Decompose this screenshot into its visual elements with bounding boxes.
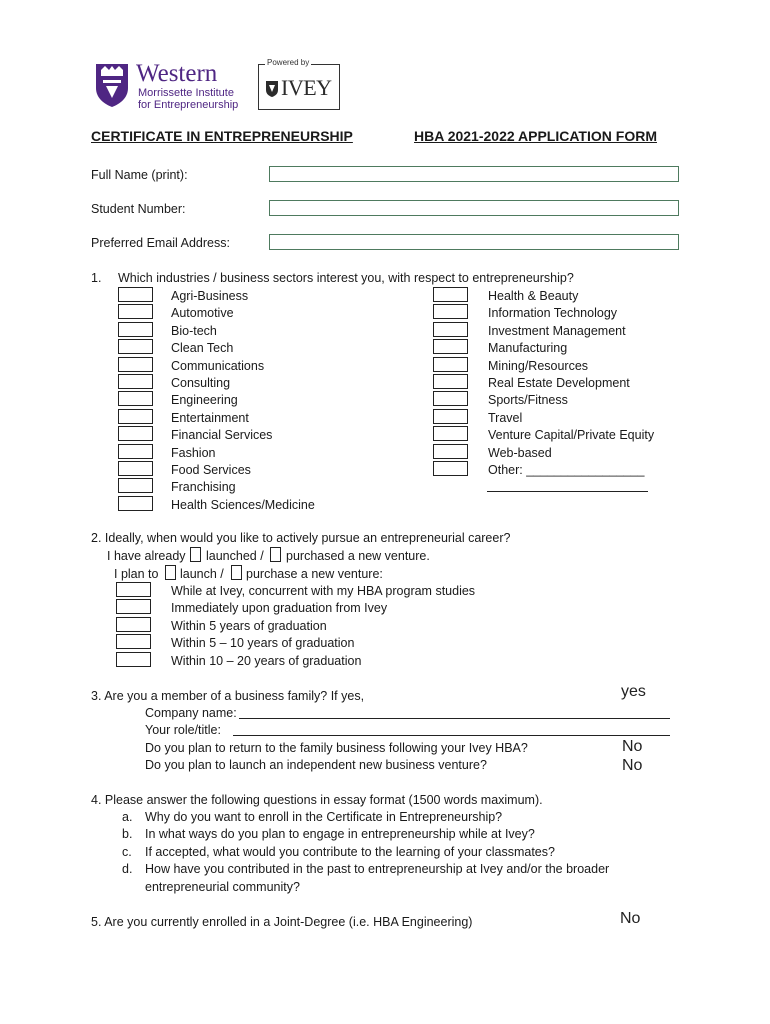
industry-left-label: Consulting (171, 376, 231, 390)
industry-left-label: Agri-Business (171, 289, 249, 303)
q2-timing-label: Within 5 years of graduation (171, 618, 327, 633)
student-number-field[interactable] (269, 200, 679, 216)
q4-item-d-cont: entrepreneurial community? (145, 880, 300, 894)
industry-left-checkbox[interactable] (118, 287, 153, 302)
industry-right-label: Venture Capital/Private Equity (488, 428, 655, 443)
industry-right-checkbox[interactable] (433, 322, 468, 337)
industry-right-label: Information Technology (488, 306, 618, 321)
q3-return-answer[interactable]: No (622, 738, 643, 755)
full-name-field[interactable] (269, 166, 679, 182)
industry-left-checkbox[interactable] (118, 409, 153, 424)
industry-right-checkbox[interactable] (433, 409, 468, 424)
industry-left-checkbox[interactable] (118, 478, 153, 493)
industry-right-label: Sports/Fitness (488, 393, 568, 408)
full-name-label: Full Name (print): (91, 168, 188, 182)
industry-right-checkbox[interactable] (433, 426, 468, 441)
powered-by-label: Powered by (267, 58, 310, 67)
q4-item-letter: b. (122, 827, 133, 842)
q2-timing-label: While at Ivey, concurrent with my HBA program studies (171, 584, 476, 598)
q3-return-label: Do you plan to return to the family business following your Ivey HBA? (145, 741, 528, 755)
q3-launch-label: Do you plan to launch an independent new business venture? (145, 758, 487, 772)
industry-right-label: Manufacturing (488, 341, 568, 356)
industry-right-checkbox[interactable] (433, 304, 468, 319)
header-application: HBA 2021-2022 APPLICATION FORM (414, 128, 657, 144)
industry-left-label: Franchising (171, 480, 236, 495)
q2-plan-launch-checkbox[interactable] (165, 565, 176, 580)
q4-item-text: If accepted, what would you contribute to the learning of your classmates? (145, 844, 555, 859)
q4-item-letter: d. (122, 862, 133, 877)
q3-member-answer[interactable]: yes (621, 683, 646, 700)
q1-number: 1. (91, 271, 102, 285)
industry-left-checkbox[interactable] (118, 391, 153, 406)
western-logo (94, 60, 244, 112)
q5-text: 5. Are you currently enrolled in a Joint-Degree (i.e. HBA Engineering) (91, 915, 473, 929)
industry-right-checkbox[interactable] (433, 444, 468, 459)
western-sub2: for Entrepreneurship (138, 99, 239, 111)
western-crest-icon (94, 62, 130, 108)
q3-role-line[interactable] (233, 735, 670, 736)
q2-timing-label: Within 10 – 20 years of graduation (171, 653, 362, 668)
q2-launched-checkbox[interactable] (190, 547, 201, 562)
industry-left-label: Automotive (171, 306, 234, 321)
industry-left-label: Entertainment (171, 410, 249, 425)
industry-left-checkbox[interactable] (118, 374, 153, 389)
industry-left-label: Communications (171, 358, 265, 373)
industry-right-checkbox[interactable] (433, 374, 468, 389)
other-second-line (487, 491, 648, 492)
q4-item-letter: a. (122, 810, 133, 824)
industry-right-checkbox[interactable] (433, 357, 468, 372)
q2-timing-checkbox[interactable] (116, 617, 151, 632)
industry-right-checkbox[interactable] (433, 391, 468, 406)
q2-purchased-checkbox[interactable] (270, 547, 281, 562)
q2-timing-checkbox[interactable] (116, 652, 151, 667)
email-field[interactable] (269, 234, 679, 250)
q2-plan-a: I plan to (114, 567, 159, 581)
industry-left-label: Health Sciences/Medicine (171, 497, 315, 512)
industry-right-label: Mining/Resources (488, 358, 589, 373)
western-name: Western (136, 60, 218, 87)
student-number-label: Student Number: (91, 202, 186, 216)
industry-right-checkbox[interactable] (433, 287, 468, 302)
western-sub1: Morrissette Institute (138, 87, 234, 99)
q3-role-label: Your role/title: (145, 723, 221, 737)
q2-plan-purchase-checkbox[interactable] (231, 565, 242, 580)
industry-left-checkbox[interactable] (118, 357, 153, 372)
q3-company-line[interactable] (239, 718, 670, 719)
industry-left-checkbox[interactable] (118, 304, 153, 319)
ivey-logo (258, 58, 340, 110)
industry-right-checkbox[interactable] (433, 461, 468, 476)
q2-already-c: purchased a new venture. (286, 549, 430, 563)
ivey-crest-icon (265, 80, 279, 98)
q2-already-a: I have already (107, 549, 186, 563)
industry-left-checkbox[interactable] (118, 496, 153, 511)
q4-item-text: Why do you want to enroll in the Certificate in Entrepreneurship? (145, 810, 503, 824)
industry-left-label: Clean Tech (171, 341, 234, 356)
industry-left-label: Food Services (171, 463, 251, 477)
q2-timing-checkbox[interactable] (116, 634, 151, 649)
industry-right-label: Other: _________________ (488, 463, 645, 477)
q4-text: 4. Please answer the following questions in essay format (1500 words maximum). (91, 793, 543, 807)
industry-left-checkbox[interactable] (118, 322, 153, 337)
industry-left-label: Bio-tech (171, 323, 217, 338)
industry-left-checkbox[interactable] (118, 339, 153, 354)
ivey-wordmark: IVEY (281, 75, 332, 100)
industry-right-label: Web-based (488, 445, 552, 460)
industry-right-label: Health & Beauty (488, 289, 579, 303)
industry-left-checkbox[interactable] (118, 426, 153, 441)
industry-left-checkbox[interactable] (118, 444, 153, 459)
q1-text: Which industries / business sectors interest you, with respect to entrepreneurship? (118, 271, 574, 285)
industry-right-label: Investment Management (488, 323, 626, 338)
q2-plan-c: purchase a new venture: (246, 567, 383, 581)
q2-timing-label: Within 5 – 10 years of graduation (171, 636, 355, 651)
industry-right-label: Travel (488, 410, 523, 425)
q4-item-text: How have you contributed in the past to entrepreneurship at Ivey and/or the broader (145, 862, 610, 877)
q3-company-label: Company name: (145, 706, 237, 720)
industry-left-label: Financial Services (171, 428, 273, 443)
q2-plan-b: launch / (180, 567, 224, 581)
q2-timing-checkbox[interactable] (116, 599, 151, 614)
header-certificate: CERTIFICATE IN ENTREPRENEURSHIP (91, 128, 353, 144)
industry-left-label: Engineering (171, 393, 238, 408)
q2-timing-checkbox[interactable] (116, 582, 151, 597)
industry-left-checkbox[interactable] (118, 461, 153, 476)
q3-text: 3. Are you a member of a business family? If yes, (91, 689, 365, 703)
q3-launch-answer[interactable]: No (622, 757, 643, 774)
q2-timing-label: Immediately upon graduation from Ivey (171, 601, 388, 616)
q4-item-text: In what ways do you plan to engage in entrepreneurship while at Ivey? (145, 827, 535, 842)
q4-item-letter: c. (122, 844, 132, 859)
q5-answer[interactable]: No (620, 910, 641, 927)
q2-text: 2. Ideally, when would you like to actively pursue an entrepreneurial career? (91, 531, 511, 545)
industry-right-checkbox[interactable] (433, 339, 468, 354)
industry-left-label: Fashion (171, 445, 216, 460)
email-label: Preferred Email Address: (91, 236, 230, 250)
industry-right-label: Real Estate Development (488, 376, 630, 390)
q2-already-b: launched / (206, 549, 264, 563)
